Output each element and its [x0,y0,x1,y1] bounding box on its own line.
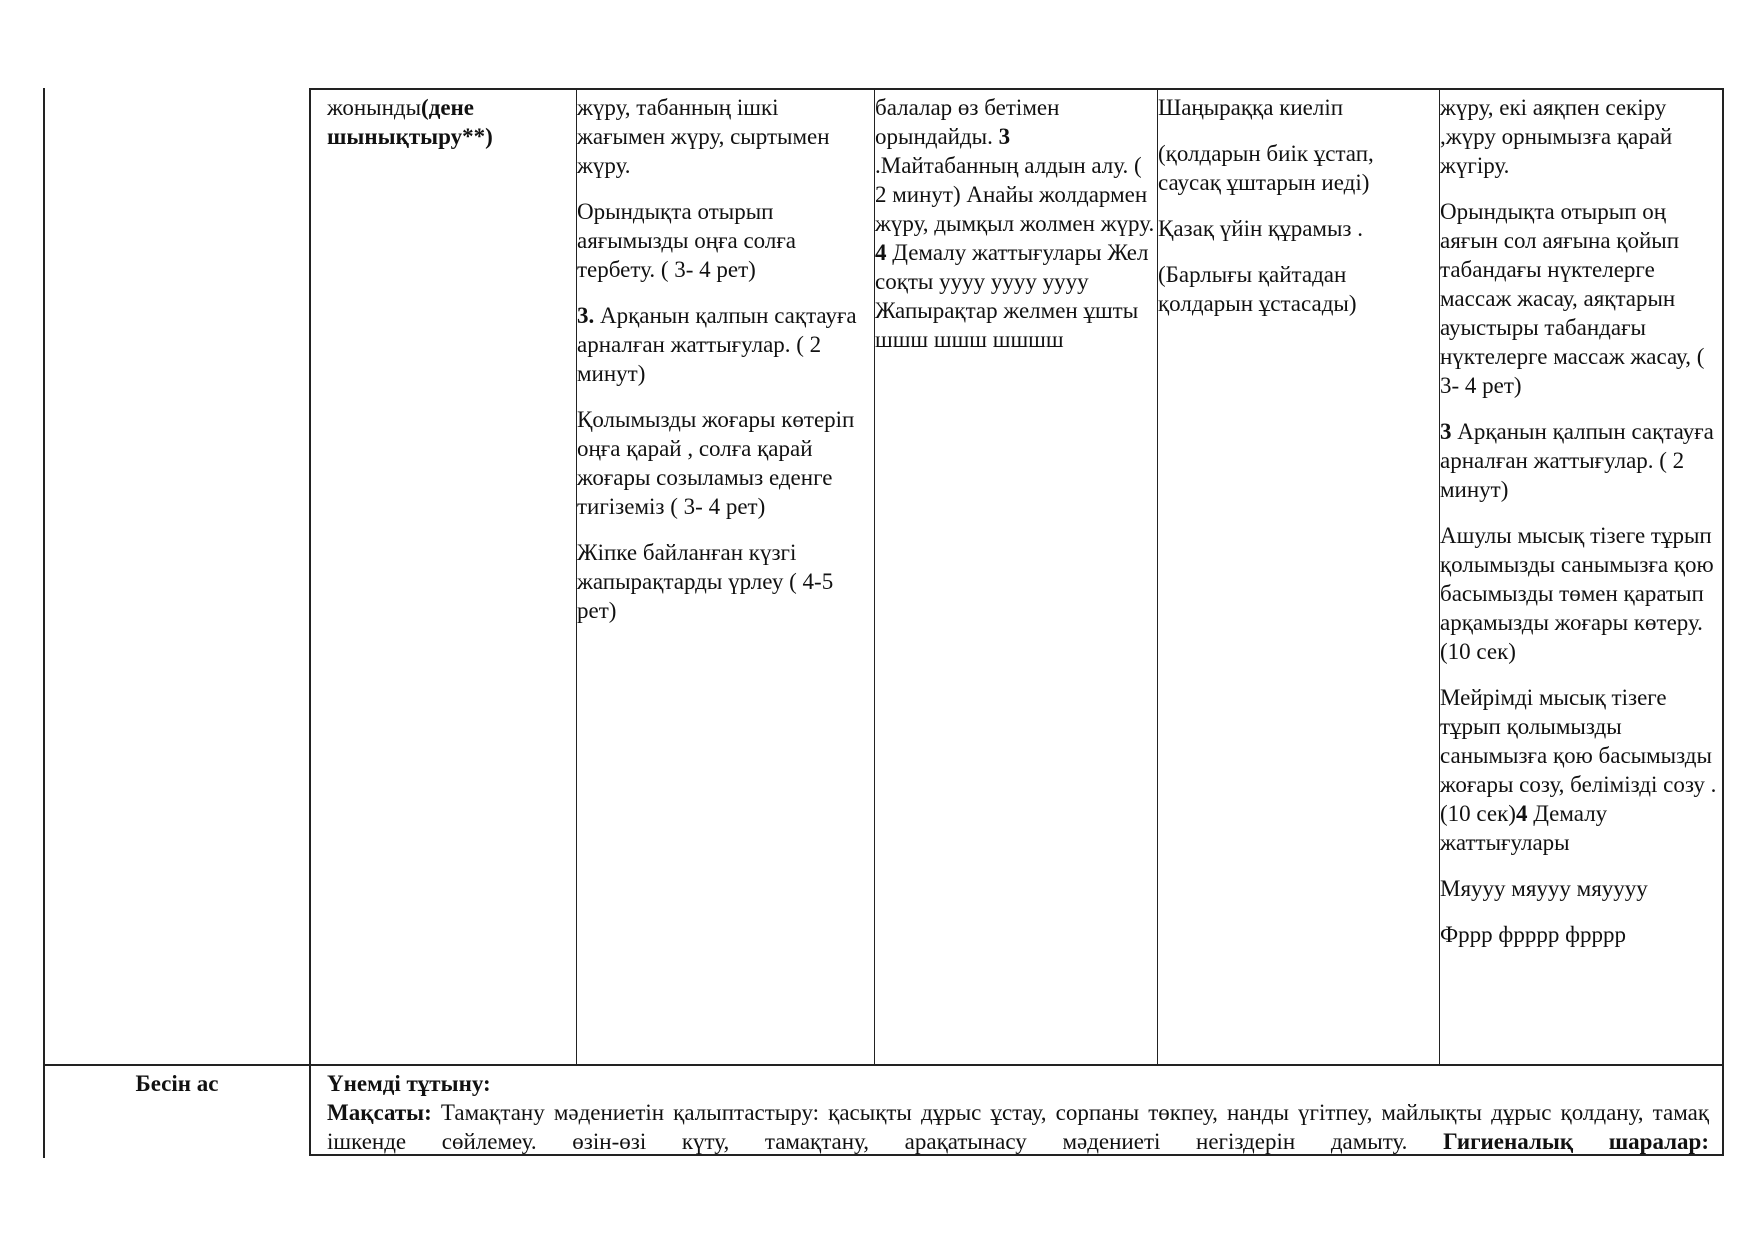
activity-name-line-1: жонынды(дене [327,95,475,120]
wednesday-paragraph-1: Шаңыраққа киеліп [1158,95,1344,120]
thursday-paragraph-6: Мяууу мяууу мяуууу [1440,876,1648,901]
table-row-divider [43,1064,1724,1066]
wednesday-paragraph-2: (қолдарын биік ұстап, саусақ ұштарын иеді) [1158,141,1374,195]
table-right-border [1722,88,1724,1156]
cell-thursday [1440,93,1718,966]
monday-paragraph-2: Орындықта отырып аяғымызды оңға солға тербету. ( 3- 4 рет) [577,199,796,282]
thursday-paragraph-4: Ашулы мысық тізеге тұрып қолымызды санымызға қою басымызды төмен қаратып арқамызды жоғары көтеру. (10 сек) [1440,523,1714,664]
cell-afternoon-snack-content [327,1069,1709,1156]
monday-paragraph-4: Қолымызды жоғары көтеріп оңға қарай , солға қарай жоғары созыламыз еденге тигіземіз ( 3- 4 рет) [577,407,855,519]
activity-name-line-2: шынықтыру**) [327,124,493,149]
thursday-paragraph-2: Орындықта отырып оң аяғын сол аяғына қойып табандағы нүктелерге массаж жасау, аяқтарын ауыстыры табандағы нүктелерге массаж жасау, ( 3- 4 рет) [1440,199,1705,398]
cell-wednesday [1158,93,1433,335]
monday-paragraph-1: жүру, табанның ішкі жағымен жүру, сыртымен жүру. [577,95,830,178]
table-top-border [309,88,1724,90]
monday-paragraph-5: Жіпке байланған күзгі жапырақтарды үрлеу ( 4-5 рет) [577,540,834,623]
row-label-afternoon-snack: Бесін ас [135,1071,219,1096]
monday-paragraph-3: 3. Арқанын қалпын сақтауға арналған жаттығулар. ( 2 минут) [577,303,857,386]
cell-activity-name [327,93,567,151]
table-col-divider-1 [309,88,311,1156]
thursday-paragraph-1: жүру, екі аяқпен секіру ,жүру орнымызға қарай жүгіру. [1440,95,1673,178]
table-left-border [43,88,45,1158]
cell-monday [577,93,867,642]
wednesday-paragraph-3: Қазақ үйін құрамыз . [1158,216,1364,241]
thursday-paragraph-3: 3 Арқанын қалпын сақтауға арналған жаттығулар. ( 2 минут) [1440,419,1714,502]
thursday-paragraph-7: Фррр фрррр фрррр [1440,922,1626,947]
tuesday-paragraph: балалар өз бетімен орындайды. 3 .Майтабанның алдын алу. ( 2 минут) Анайы жолдармен жүру, дымқыл жолмен жүру. 4 Демалу жаттығулары Жел соқты уууу уууу уууу Жапырақтар желмен ұшты шшш шшш шшшш [875,95,1155,352]
cell-tuesday [875,93,1156,371]
snack-goal: Мақсаты: Тамақтану мәдениетін қалыптастыру: қасықты дұрыс ұстау, сорпаны төкпеу, нанды үгітпеу, майлықты дұрыс қолдану, тамақ ішкенде сөйлемеу. өзін-өзі күту, тамақтану, арақатынасу мәдениеті негіздерін дамыту. Гигиеналық шаралар: [327,1100,1709,1154]
snack-heading: Үнемді тұтыну: [327,1071,491,1096]
thursday-paragraph-5: Мейрімді мысық тізеге тұрып қолымызды санымызға қою басымызды жоғары созу, белімізді созу . (10 сек)4 Демалу жаттығулары [1440,685,1717,855]
wednesday-paragraph-4: (Барлығы қайтадан қолдарын ұстасады) [1158,262,1357,316]
